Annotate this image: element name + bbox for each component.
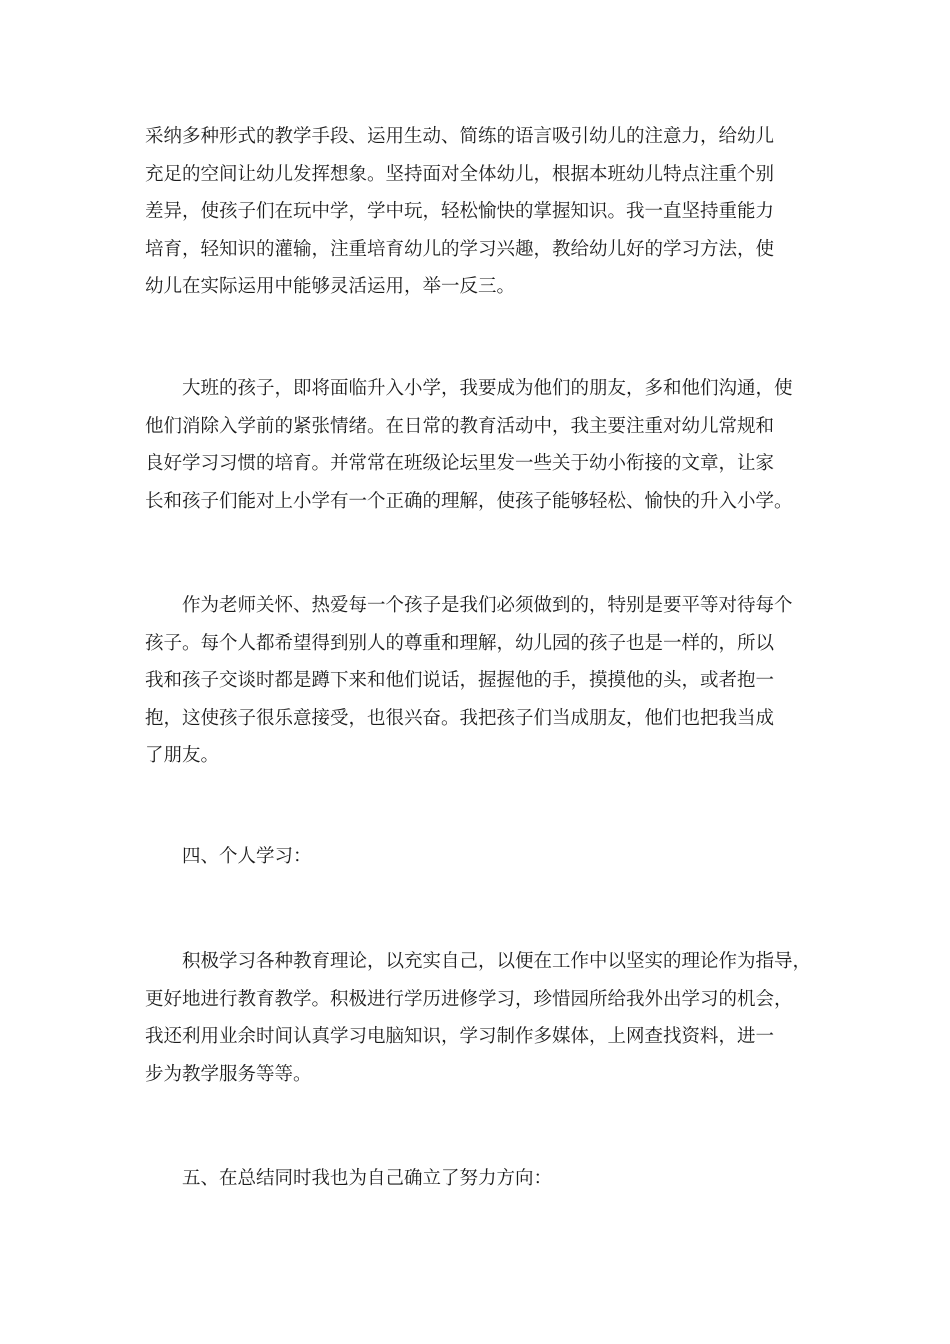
text-line: 作为老师关怀、热爱每一个孩子是我们必须做到的，特别是要平等对待每个 [145,595,793,616]
text-line: 长和孩子们能对上小学有一个正确的理解，使孩子能够轻松、愉快的升入小学。 [145,490,793,512]
text-line: 幼儿在实际运用中能够灵活运用，举一反三。 [145,276,516,297]
text-line: 差异，使孩子们在玩中学，学中玩，轻松愉快的掌握知识。我一直坚持重能力 [145,201,775,222]
text-line: 我和孩子交谈时都是蹲下来和他们说话，握握他的手，摸摸他的头，或者抱一 [145,670,775,691]
text-line: 积极学习各种教育理论，以充实自己，以便在工作中以坚实的理论作为指导， [145,951,812,972]
section-heading-future-direction [145,1160,810,1198]
text-line: 大班的孩子，即将面临升入小学，我要成为他们的朋友，多和他们沟通，使 [145,378,793,399]
text-line: 良好学习习惯的培育。并常常在班级论坛里发一些关于幼小衔接的文章，让家 [145,453,775,474]
text-line: 抱，这使孩子很乐意接受，也很兴奋。我把孩子们当成朋友，他们也把我当成 [145,707,775,729]
heading-text: 五、在总结同时我也为自己确立了努力方向： [145,1168,553,1189]
text-line: 他们消除入学前的紧张情绪。在日常的教育活动中，我主要注重对幼儿常规和 [145,415,775,437]
text-line: 我还利用业余时间认真学习电脑知识，学习制作多媒体，上网查找资料，进一 [145,1026,775,1047]
text-line: 充足的空间让幼儿发挥想象。坚持面对全体幼儿，根据本班幼儿特点注重个别 [145,163,775,185]
text-line: 了朋友。 [145,745,220,766]
paragraph-school-transition [145,370,810,520]
heading-text: 四、个人学习： [145,846,312,867]
text-line: 培育，轻知识的灌输，注重培育幼儿的学习兴趣，教给幼儿好的学习方法，使 [145,238,775,260]
paragraph-personal-study [145,943,810,1093]
text-line: 更好地进行教育教学。积极进行学历进修学习，珍惜园所给我外出学习的机会， [145,988,793,1010]
text-line: 采纳多种形式的教学手段、运用生动、简练的语言吸引幼儿的注意力，给幼儿 [145,126,775,147]
text-line: 孩子。每个人都希望得到别人的尊重和理解，幼儿园的孩子也是一样的，所以 [145,632,775,654]
paragraph-caring-for-children [145,587,810,775]
section-heading-personal-study [145,838,810,876]
paragraph-teaching-methods [145,118,810,306]
text-line: 步为教学服务等等。 [145,1063,312,1085]
